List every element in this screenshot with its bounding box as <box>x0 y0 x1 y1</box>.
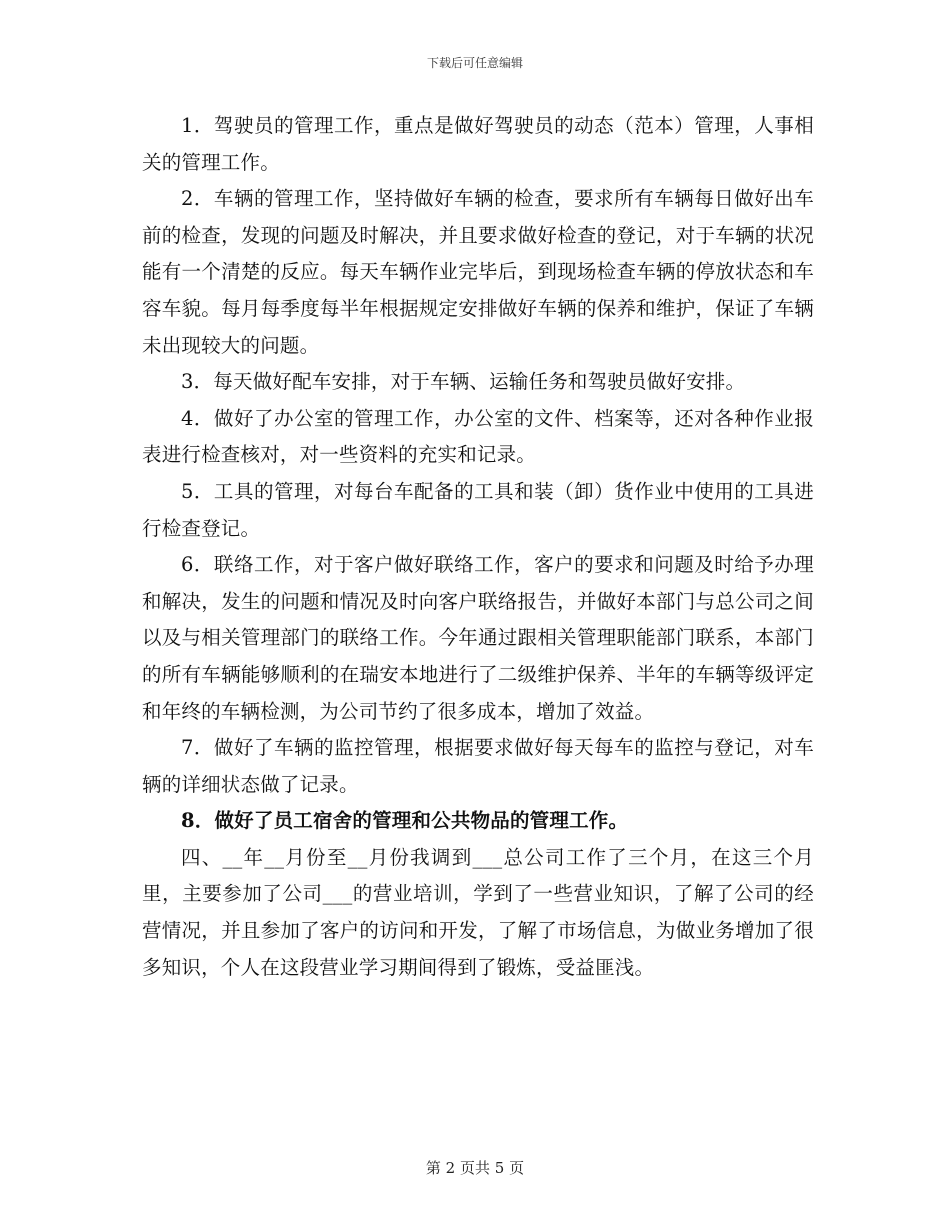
paragraph-2: 2．车辆的管理工作，坚持做好车辆的检查，要求所有车辆每日做好出车前的检查，发现的问题及时解决，并且要求做好检查的登记，对于车辆的状况能有一个清楚的反应。每天车辆作业完毕后，到现场检查车辆的停放状态和车容车貌。每月每季度每半年根据规定安排做好车辆的保养和维护，保证了车辆未出现较大的问题。 <box>142 187 814 357</box>
page-number: 第 2 页共 5 页 <box>425 1159 525 1177</box>
paragraph-1: 1．驾驶员的管理工作，重点是做好驾驶员的动态（范本）管理，人事相关的管理工作。 <box>142 114 814 174</box>
paragraph-8: 8．做好了员工宿舍的管理和公共物品的管理工作。 <box>181 809 629 833</box>
paragraph-9: 四、__年__月份至__月份我调到___总公司工作了三个月，在这三个月里，主要参加了公司___的营业培训，学到了一些营业知识，了解了公司的经营情况，并且参加了客户的访问和开发，了解了市场信息，为做业务增加了很多知识，个人在这段营业学习期间得到了锻炼，受益匪浅。 <box>142 845 814 979</box>
page-header: 下载后可任意编辑 <box>426 56 523 70</box>
paragraph-3: 3．每天做好配车安排，对于车辆、运输任务和驾驶员做好安排。 <box>181 370 746 394</box>
paragraph-4: 4．做好了办公室的管理工作，办公室的文件、档案等，还对各种作业报表进行检查核对，对一些资料的充实和记录。 <box>142 406 814 467</box>
paragraph-5: 5．工具的管理，对每台车配备的工具和装（卸）货作业中使用的工具进行检查登记。 <box>142 479 814 540</box>
paragraph-6: 6．联络工作，对于客户做好联络工作，客户的要求和问题及时给予办理和解决，发生的问题和情况及时向客户联络报告，并做好本部门与总公司之间以及与相关管理部门的联络工作。今年通过跟相关管理职能部门联系，本部门的所有车辆能够顺利的在瑞安本地进行了二级维护保养、半年的车辆等级评定和年终的车辆检测，为公司节约了很多成本，增加了效益。 <box>142 553 814 723</box>
document-body <box>142 108 814 986</box>
paragraph-7: 7．做好了车辆的监控管理，根据要求做好每天每车的监控与登记，对车辆的详细状态做了记录。 <box>142 736 814 796</box>
